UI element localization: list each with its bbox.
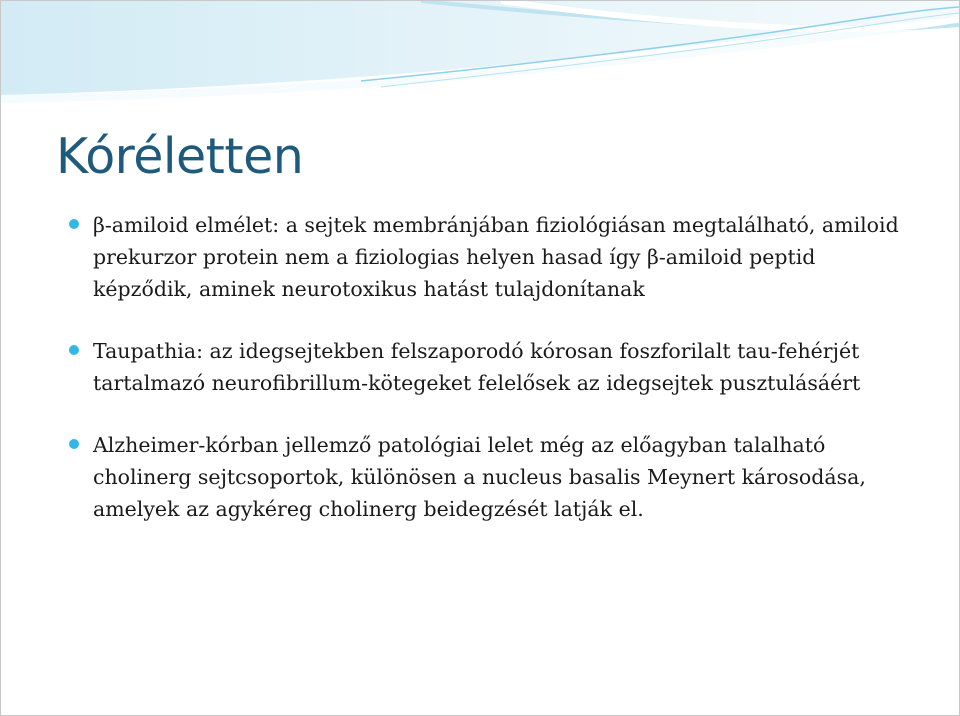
- bullet-alzheimer: [69, 429, 909, 525]
- bullet-icon: [69, 219, 79, 229]
- bullet-list: [69, 209, 909, 555]
- bullet-taupathia: [69, 335, 909, 399]
- bullet-icon: [69, 439, 79, 449]
- slide-title: Kóréletten: [56, 128, 304, 185]
- bullet-text: Alzheimer-kórban jellemző patológiai lelet még az előagyban talalható cholinerg sejtcsoportok, különösen a nucleus basalis Meynert károsodása, amelyek az agykéreg cholinerg beidegzését latják el.: [93, 433, 866, 521]
- bullet-beta-amyloid: [69, 209, 909, 305]
- bullet-icon: [69, 345, 79, 355]
- bullet-text: β-amiloid elmélet: a sejtek membránjában fiziológiásan megtalálható, amiloid prekurzor protein nem a fiziologias helyen hasad így β-amiloid peptid képződik, aminek neurotoxikus hatást tulajdonítanak: [93, 213, 899, 301]
- header-wave-decoration: [1, 1, 959, 111]
- bullet-text: Taupathia: az idegsejtekben felszaporodó kórosan foszforilalt tau-fehérjét tartalmazó neurofibrillum-kötegeket felelősek az idegsejtek pusztulásáért: [93, 339, 861, 395]
